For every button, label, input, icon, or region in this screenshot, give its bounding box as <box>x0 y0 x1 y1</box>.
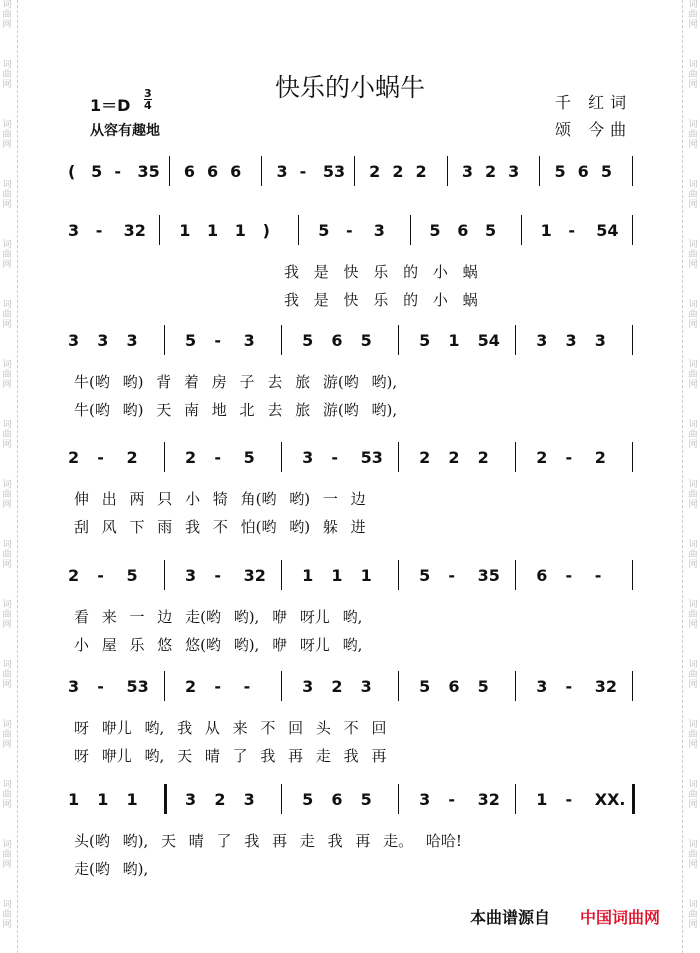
barline <box>539 156 540 186</box>
composer-credit: 颂 今曲 <box>555 120 633 139</box>
note: 1 <box>207 221 219 240</box>
note: - <box>565 677 573 696</box>
note: 6 <box>448 677 460 696</box>
note: 5 <box>302 331 314 350</box>
barline <box>515 325 516 355</box>
note: - <box>214 448 221 467</box>
note: 5 <box>91 162 103 181</box>
barline <box>164 671 165 701</box>
note: - <box>565 790 573 809</box>
barline <box>632 215 633 245</box>
barline <box>521 215 522 245</box>
note: 3 <box>594 331 606 350</box>
watermark-text: 词 曲 网 <box>2 300 12 330</box>
note: 2 <box>369 162 381 181</box>
note: - <box>214 677 221 696</box>
note: - <box>214 331 221 350</box>
lyric-line: 刮 风 下 雨 我 不 怕(哟 哟) 躲 进 <box>74 518 366 536</box>
note: 1 <box>126 790 138 809</box>
watermark-text: 词 曲 网 <box>688 360 698 390</box>
watermark-text: 词 曲 网 <box>2 900 12 930</box>
note: 2 <box>448 448 460 467</box>
note: 1 <box>360 566 372 585</box>
barline <box>164 325 165 355</box>
watermark-text: 词 曲 网 <box>688 540 698 570</box>
note: 3 <box>243 331 255 350</box>
note: 5 <box>600 162 612 181</box>
note: 5 <box>554 162 566 181</box>
lyric-line: 头(哟 哟), 天 晴 了 我 再 走 我 再 走。 哈哈! <box>74 832 462 850</box>
note: 5 <box>243 448 255 467</box>
note: 2 <box>477 448 489 467</box>
watermark-text: 词 曲 网 <box>688 180 698 210</box>
note: 2 <box>185 448 197 467</box>
watermark-text: 词 曲 网 <box>2 240 12 270</box>
note: 2 <box>68 448 80 467</box>
note: 3 <box>243 790 255 809</box>
barline <box>398 560 399 590</box>
barline <box>410 215 411 245</box>
barline <box>298 215 299 245</box>
watermark-text: 词 曲 网 <box>688 60 698 90</box>
note: ( <box>68 162 76 181</box>
note: - <box>568 221 576 240</box>
watermark-text: 词 曲 网 <box>2 180 12 210</box>
meter-bottom: 4 <box>144 99 152 112</box>
note: 35 <box>137 162 160 181</box>
note: 1 <box>234 221 246 240</box>
watermark-text: 词 曲 网 <box>688 0 698 30</box>
note: 3 <box>565 331 577 350</box>
note: - <box>331 448 338 467</box>
note: 2 <box>331 677 343 696</box>
note: 32 <box>594 677 617 696</box>
note: 54 <box>596 221 619 240</box>
watermark-text: 词 曲 网 <box>688 420 698 450</box>
note: 53 <box>360 448 383 467</box>
note: 6 <box>230 162 242 181</box>
note: - <box>594 566 602 585</box>
note: 35 <box>477 566 500 585</box>
source-label: 本曲谱源自 <box>470 908 551 927</box>
lyric-line: 我 是 快 乐 的 小 蜗 <box>284 291 478 309</box>
note: - <box>97 566 104 585</box>
note: - <box>299 162 307 181</box>
note: - <box>565 448 573 467</box>
note: 5 <box>360 790 372 809</box>
lyric-line: 呀 咿儿 哟, 我 从 来 不 回 头 不 回 <box>74 719 387 737</box>
note: 54 <box>477 331 500 350</box>
note: 2 <box>536 448 548 467</box>
note: 32 <box>477 790 500 809</box>
watermark-text: 词 曲 网 <box>688 660 698 690</box>
watermark-text: 词 曲 网 <box>688 240 698 270</box>
watermark-text: 词 曲 网 <box>2 480 12 510</box>
note: 32 <box>123 221 146 240</box>
lyric-line: 伸 出 两 只 小 犄 角(哟 哟) 一 边 <box>74 490 366 508</box>
barline <box>447 156 448 186</box>
note: 1 <box>68 790 80 809</box>
note: 2 <box>68 566 80 585</box>
barline <box>281 325 282 355</box>
barline <box>632 442 633 472</box>
lyricist-credit: 千 红词 <box>555 93 633 112</box>
note: 5 <box>419 566 431 585</box>
watermark-text: 词 曲 网 <box>2 780 12 810</box>
barline <box>398 784 399 814</box>
barline <box>261 156 262 186</box>
watermark-text: 词 曲 网 <box>688 840 698 870</box>
note: 3 <box>360 677 372 696</box>
note: 3 <box>373 221 385 240</box>
barline <box>398 442 399 472</box>
note: 5 <box>419 331 431 350</box>
watermark-text: 词 曲 网 <box>2 120 12 150</box>
left-watermark-strip <box>0 0 14 953</box>
barline <box>515 784 516 814</box>
barline <box>398 671 399 701</box>
note: 3 <box>276 162 288 181</box>
repeat-barline <box>632 784 635 814</box>
note: 5 <box>302 790 314 809</box>
watermark-text: 词 曲 网 <box>688 120 698 150</box>
barline <box>632 560 633 590</box>
note: 3 <box>97 331 109 350</box>
note: - <box>95 221 103 240</box>
left-margin-line <box>17 0 18 953</box>
note: 32 <box>243 566 266 585</box>
note: 2 <box>185 677 197 696</box>
note: 1 <box>179 221 191 240</box>
source-site: 中国词曲网 <box>580 908 661 927</box>
note: 53 <box>322 162 346 181</box>
watermark-text: 词 曲 网 <box>2 720 12 750</box>
note: 6 <box>331 790 343 809</box>
watermark-text: 词 曲 网 <box>688 720 698 750</box>
right-watermark-strip <box>686 0 700 953</box>
song-title: 快乐的小蜗牛 <box>274 73 425 102</box>
note: 1 <box>331 566 343 585</box>
note: 6 <box>207 162 219 181</box>
barline <box>281 671 282 701</box>
note: 2 <box>214 790 226 809</box>
note: 3 <box>536 677 548 696</box>
barline <box>169 156 170 186</box>
note: 2 <box>126 448 138 467</box>
note: 6 <box>536 566 548 585</box>
note: 2 <box>419 448 431 467</box>
note: - <box>243 677 251 696</box>
note: 3 <box>302 677 314 696</box>
note: ) <box>262 221 270 240</box>
note: 5 <box>429 221 441 240</box>
watermark-text: 词 曲 网 <box>688 480 698 510</box>
lyric-line: 看 来 一 边 走(哟 哟), 咿 呀儿 哟, <box>74 608 363 626</box>
barline <box>281 784 282 814</box>
barline <box>632 671 633 701</box>
note: 3 <box>508 162 520 181</box>
note: - <box>346 221 353 240</box>
barline <box>281 442 282 472</box>
note: 1 <box>448 331 460 350</box>
note: 1 <box>536 790 548 809</box>
watermark-text: 词 曲 网 <box>688 600 698 630</box>
note: 3 <box>536 331 548 350</box>
note: 1 <box>540 221 552 240</box>
barline <box>515 671 516 701</box>
barline <box>632 156 633 186</box>
meter-top: 3 <box>144 87 152 100</box>
watermark-text: 词 曲 网 <box>2 540 12 570</box>
note: XX. <box>594 790 626 809</box>
barline <box>164 442 165 472</box>
lyric-line: 小 屋 乐 悠 悠(哟 哟), 咿 呀儿 哟, <box>74 636 363 654</box>
note: - <box>448 790 456 809</box>
note: 3 <box>302 448 314 467</box>
note: 6 <box>457 221 469 240</box>
note: - <box>97 677 104 696</box>
note: - <box>114 162 121 181</box>
watermark-text: 词 曲 网 <box>2 0 12 30</box>
barline <box>164 560 165 590</box>
note: 3 <box>68 677 80 696</box>
lyric-line: 牛(哟 哟) 背 着 房 子 去 旅 游(哟 哟), <box>74 373 398 391</box>
tempo-marking: 从容有趣地 <box>90 123 160 139</box>
note: 1 <box>97 790 109 809</box>
watermark-text: 词 曲 网 <box>2 60 12 90</box>
note: - <box>214 566 221 585</box>
note: - <box>97 448 104 467</box>
lyric-line: 呀 咿儿 哟, 天 晴 了 我 再 走 我 再 <box>74 747 387 765</box>
note: 2 <box>415 162 427 181</box>
watermark-text: 词 曲 网 <box>688 780 698 810</box>
barline <box>159 215 160 245</box>
note: 3 <box>185 790 197 809</box>
barline <box>398 325 399 355</box>
note: 2 <box>392 162 404 181</box>
note: 5 <box>360 331 372 350</box>
note: 5 <box>185 331 197 350</box>
barline <box>281 560 282 590</box>
watermark-text: 词 曲 网 <box>688 300 698 330</box>
key-signature: 1＝D <box>90 96 131 115</box>
barline <box>515 560 516 590</box>
note: 5 <box>318 221 330 240</box>
note: 3 <box>185 566 197 585</box>
note: 5 <box>419 677 431 696</box>
note: 5 <box>477 677 489 696</box>
note: - <box>448 566 456 585</box>
watermark-text: 词 曲 网 <box>2 360 12 390</box>
note: 5 <box>485 221 497 240</box>
note: 1 <box>302 566 314 585</box>
watermark-text: 词 曲 网 <box>2 420 12 450</box>
note: 2 <box>594 448 606 467</box>
right-margin-line <box>682 0 683 953</box>
note: 53 <box>126 677 149 696</box>
note: 5 <box>126 566 138 585</box>
note: 6 <box>577 162 589 181</box>
note: 2 <box>485 162 497 181</box>
barline <box>632 325 633 355</box>
lyric-line: 牛(哟 哟) 天 南 地 北 去 旅 游(哟 哟), <box>74 401 398 419</box>
watermark-text: 词 曲 网 <box>2 840 12 870</box>
note: 3 <box>68 221 80 240</box>
lyric-line: 我 是 快 乐 的 小 蜗 <box>284 263 478 281</box>
note: 3 <box>419 790 431 809</box>
note: 3 <box>126 331 138 350</box>
note: 3 <box>68 331 80 350</box>
note: 3 <box>461 162 473 181</box>
time-signature <box>144 88 152 111</box>
barline <box>354 156 355 186</box>
watermark-text: 词 曲 网 <box>688 900 698 930</box>
note: - <box>565 566 573 585</box>
watermark-text: 词 曲 网 <box>2 660 12 690</box>
watermark-text: 词 曲 网 <box>2 600 12 630</box>
note: 6 <box>183 162 195 181</box>
lyric-line: 走(哟 哟), <box>74 860 149 878</box>
barline <box>515 442 516 472</box>
note: 6 <box>331 331 343 350</box>
repeat-barline <box>164 784 167 814</box>
